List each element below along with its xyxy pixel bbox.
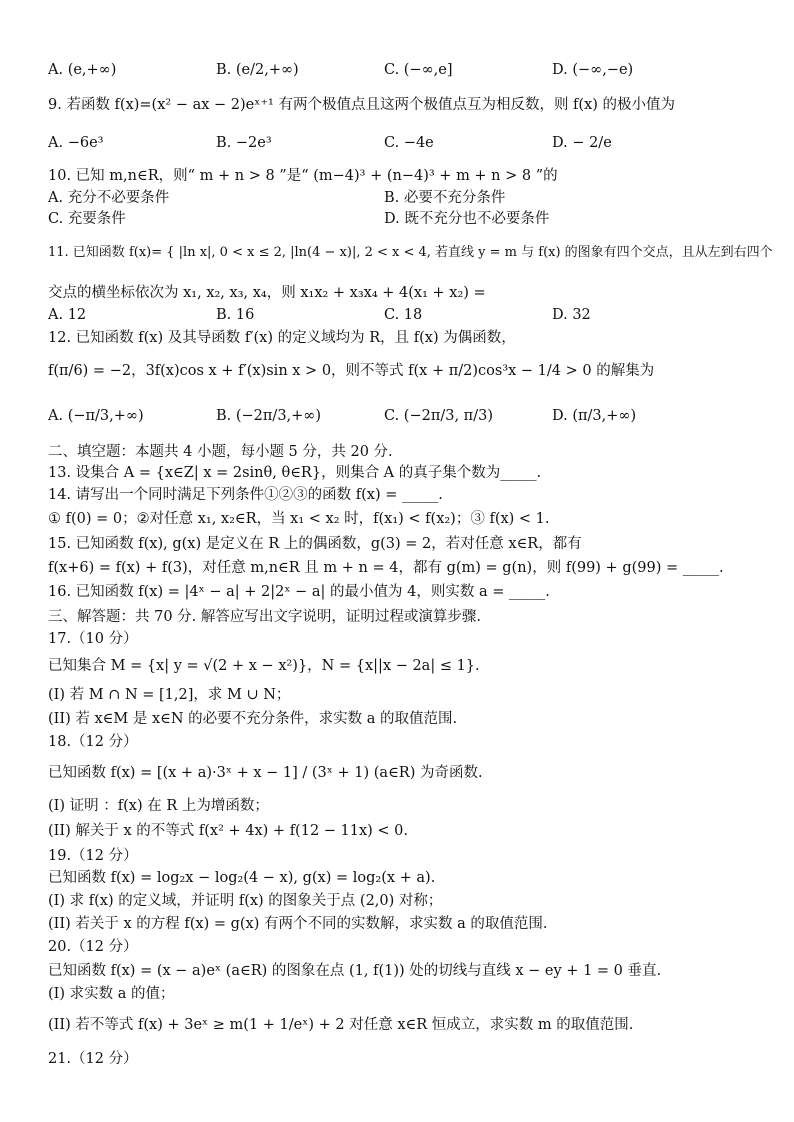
q11-option-d: D. 32 <box>552 307 591 323</box>
q16: 16. 已知函数 f(x) = |4ˣ − a| + 2|2ˣ − a| 的最小值为 4，则实数 a = _____. <box>48 584 550 600</box>
q17-part1: (I) 若 M ∩ N = [1,2]，求 M ∪ N； <box>48 687 291 703</box>
q12-option-b: B. (−2π/3,+∞) <box>216 408 322 424</box>
q17-given: 已知集合 M = {x| y = √(2 + x − x²)}，N = {x||x − 2a| ≤ 1}. <box>48 658 480 674</box>
q18-given: 已知函数 f(x) = [(x + a)·3ˣ + x − 1] / (3ˣ + 1) (a∈R) 为奇函数. <box>48 765 483 781</box>
q20-part1: (I) 求实数 a 的值； <box>48 986 175 1002</box>
q20-given: 已知函数 f(x) = (x − a)eˣ (a∈R) 的图象在点 (1, f(1)) 处的切线与直线 x − ey + 1 = 0 垂直. <box>48 963 662 979</box>
q17-header: 17.（10 分） <box>48 631 138 647</box>
q20-part2: (II) 若不等式 f(x) + 3eˣ ≥ m(1 + 1/eˣ) + 2 对任意 x∈R 恒成立，求实数 m 的取值范围. <box>48 1017 634 1033</box>
q12-option-a: A. (−π/3,+∞) <box>48 408 144 424</box>
q20-header: 20.（12 分） <box>48 939 138 955</box>
q12-stem-line1: 12. 已知函数 f(x) 及其导函数 f′(x) 的定义域均为 R，且 f(x) 为偶函数， <box>48 330 516 346</box>
q9-stem: 9. 若函数 f(x)=(x² − ax − 2)eˣ⁺¹ 有两个极值点且这两个极值点互为相反数，则 f(x) 的极小值为 <box>48 97 676 113</box>
q15-line2: f(x+6) = f(x) + f(3)，对任意 m,n∈R 且 m + n = 4，都有 g(m) = g(n)，则 f(99) + g(99) = _____. <box>48 560 724 576</box>
q10-option-a: A. 充分不必要条件 <box>48 190 170 206</box>
q13: 13. 设集合 A = {x∈Z| x = 2sinθ, θ∈R}，则集合 A 的真子集个数为_____. <box>48 465 542 481</box>
q8-option-d: D. (−∞,−e) <box>552 62 634 78</box>
q10-stem: 10. 已知 m,n∈R，则“ m + n > 8 ”是“ (m−4)³ + (n−4)³ + m + n > 8 ”的 <box>48 168 558 184</box>
q19-part2: (II) 若关于 x 的方程 f(x) = g(x) 有两个不同的实数解，求实数 a 的取值范围. <box>48 916 548 932</box>
q10-option-d: D. 既不充分也不必要条件 <box>384 211 550 227</box>
q19-given: 已知函数 f(x) = log₂x − log₂(4 − x), g(x) = log₂(x + a). <box>48 870 436 886</box>
q11-stem-line1: 11. 已知函数 f(x)= { |ln x|, 0 < x ≤ 2, |ln(4 − x)|, 2 < x < 4, 若直线 y = m 与 f(x) 的图象有四个交点，且从左到右四个 <box>48 245 773 260</box>
q18-header: 18.（12 分） <box>48 734 138 750</box>
q18-part2: (II) 解关于 x 的不等式 f(x² + 4x) + f(12 − 11x) < 0. <box>48 823 409 839</box>
q9-option-b: B. −2e³ <box>216 135 272 151</box>
q17-part2: (II) 若 x∈M 是 x∈N 的必要不充分条件，求实数 a 的取值范围. <box>48 711 458 727</box>
section2-heading: 二、填空题：本题共 4 小题，每小题 5 分，共 20 分. <box>48 444 393 460</box>
q11-stem-line2: 交点的横坐标依次为 x₁, x₂, x₃, x₄，则 x₁x₂ + x₃x₄ + 4(x₁ + x₂) = <box>48 285 486 301</box>
q12-option-d: D. (π/3,+∞) <box>552 408 637 424</box>
q8-option-a: A. (e,+∞) <box>48 62 117 78</box>
q9-option-c: C. −4e <box>384 135 434 151</box>
q14-line2: ① f(0) = 0；②对任意 x₁, x₂∈R，当 x₁ < x₂ 时，f(x₁) < f(x₂)；③ f(x) < 1. <box>48 511 550 527</box>
q21-header: 21.（12 分） <box>48 1051 138 1067</box>
q12-stem-line2: f(π/6) = −2，3f(x)cos x + f′(x)sin x > 0，则不等式 f(x + π/2)cos³x − 1/4 > 0 的解集为 <box>48 363 655 379</box>
q14-line1: 14. 请写出一个同时满足下列条件①②③的函数 f(x) = _____. <box>48 487 443 503</box>
q8-option-c: C. (−∞,e] <box>384 62 453 78</box>
q19-header: 19.（12 分） <box>48 848 138 864</box>
q9-option-d: D. − 2/e <box>552 135 612 151</box>
q11-option-b: B. 16 <box>216 307 255 323</box>
q11-option-c: C. 18 <box>384 307 423 323</box>
q15-line1: 15. 已知函数 f(x), g(x) 是定义在 R 上的偶函数，g(3) = 2，若对任意 x∈R，都有 <box>48 536 582 552</box>
q8-option-b: B. (e/2,+∞) <box>216 62 299 78</box>
q18-part1: (I) 证明 ：f(x) 在 R 上为增函数； <box>48 798 269 814</box>
q19-part1: (I) 求 f(x) 的定义域，并证明 f(x) 的图象关于点 (2,0) 对称； <box>48 893 443 909</box>
q9-option-a: A. −6e³ <box>48 135 104 151</box>
q10-option-c: C. 充要条件 <box>48 211 126 227</box>
section3-heading: 三、解答题：共 70 分. 解答应写出文字说明，证明过程或演算步骤. <box>48 609 481 625</box>
q12-option-c: C. (−2π/3, π/3) <box>384 408 493 424</box>
q11-option-a: A. 12 <box>48 307 87 323</box>
q10-option-b: B. 必要不充分条件 <box>384 190 506 206</box>
